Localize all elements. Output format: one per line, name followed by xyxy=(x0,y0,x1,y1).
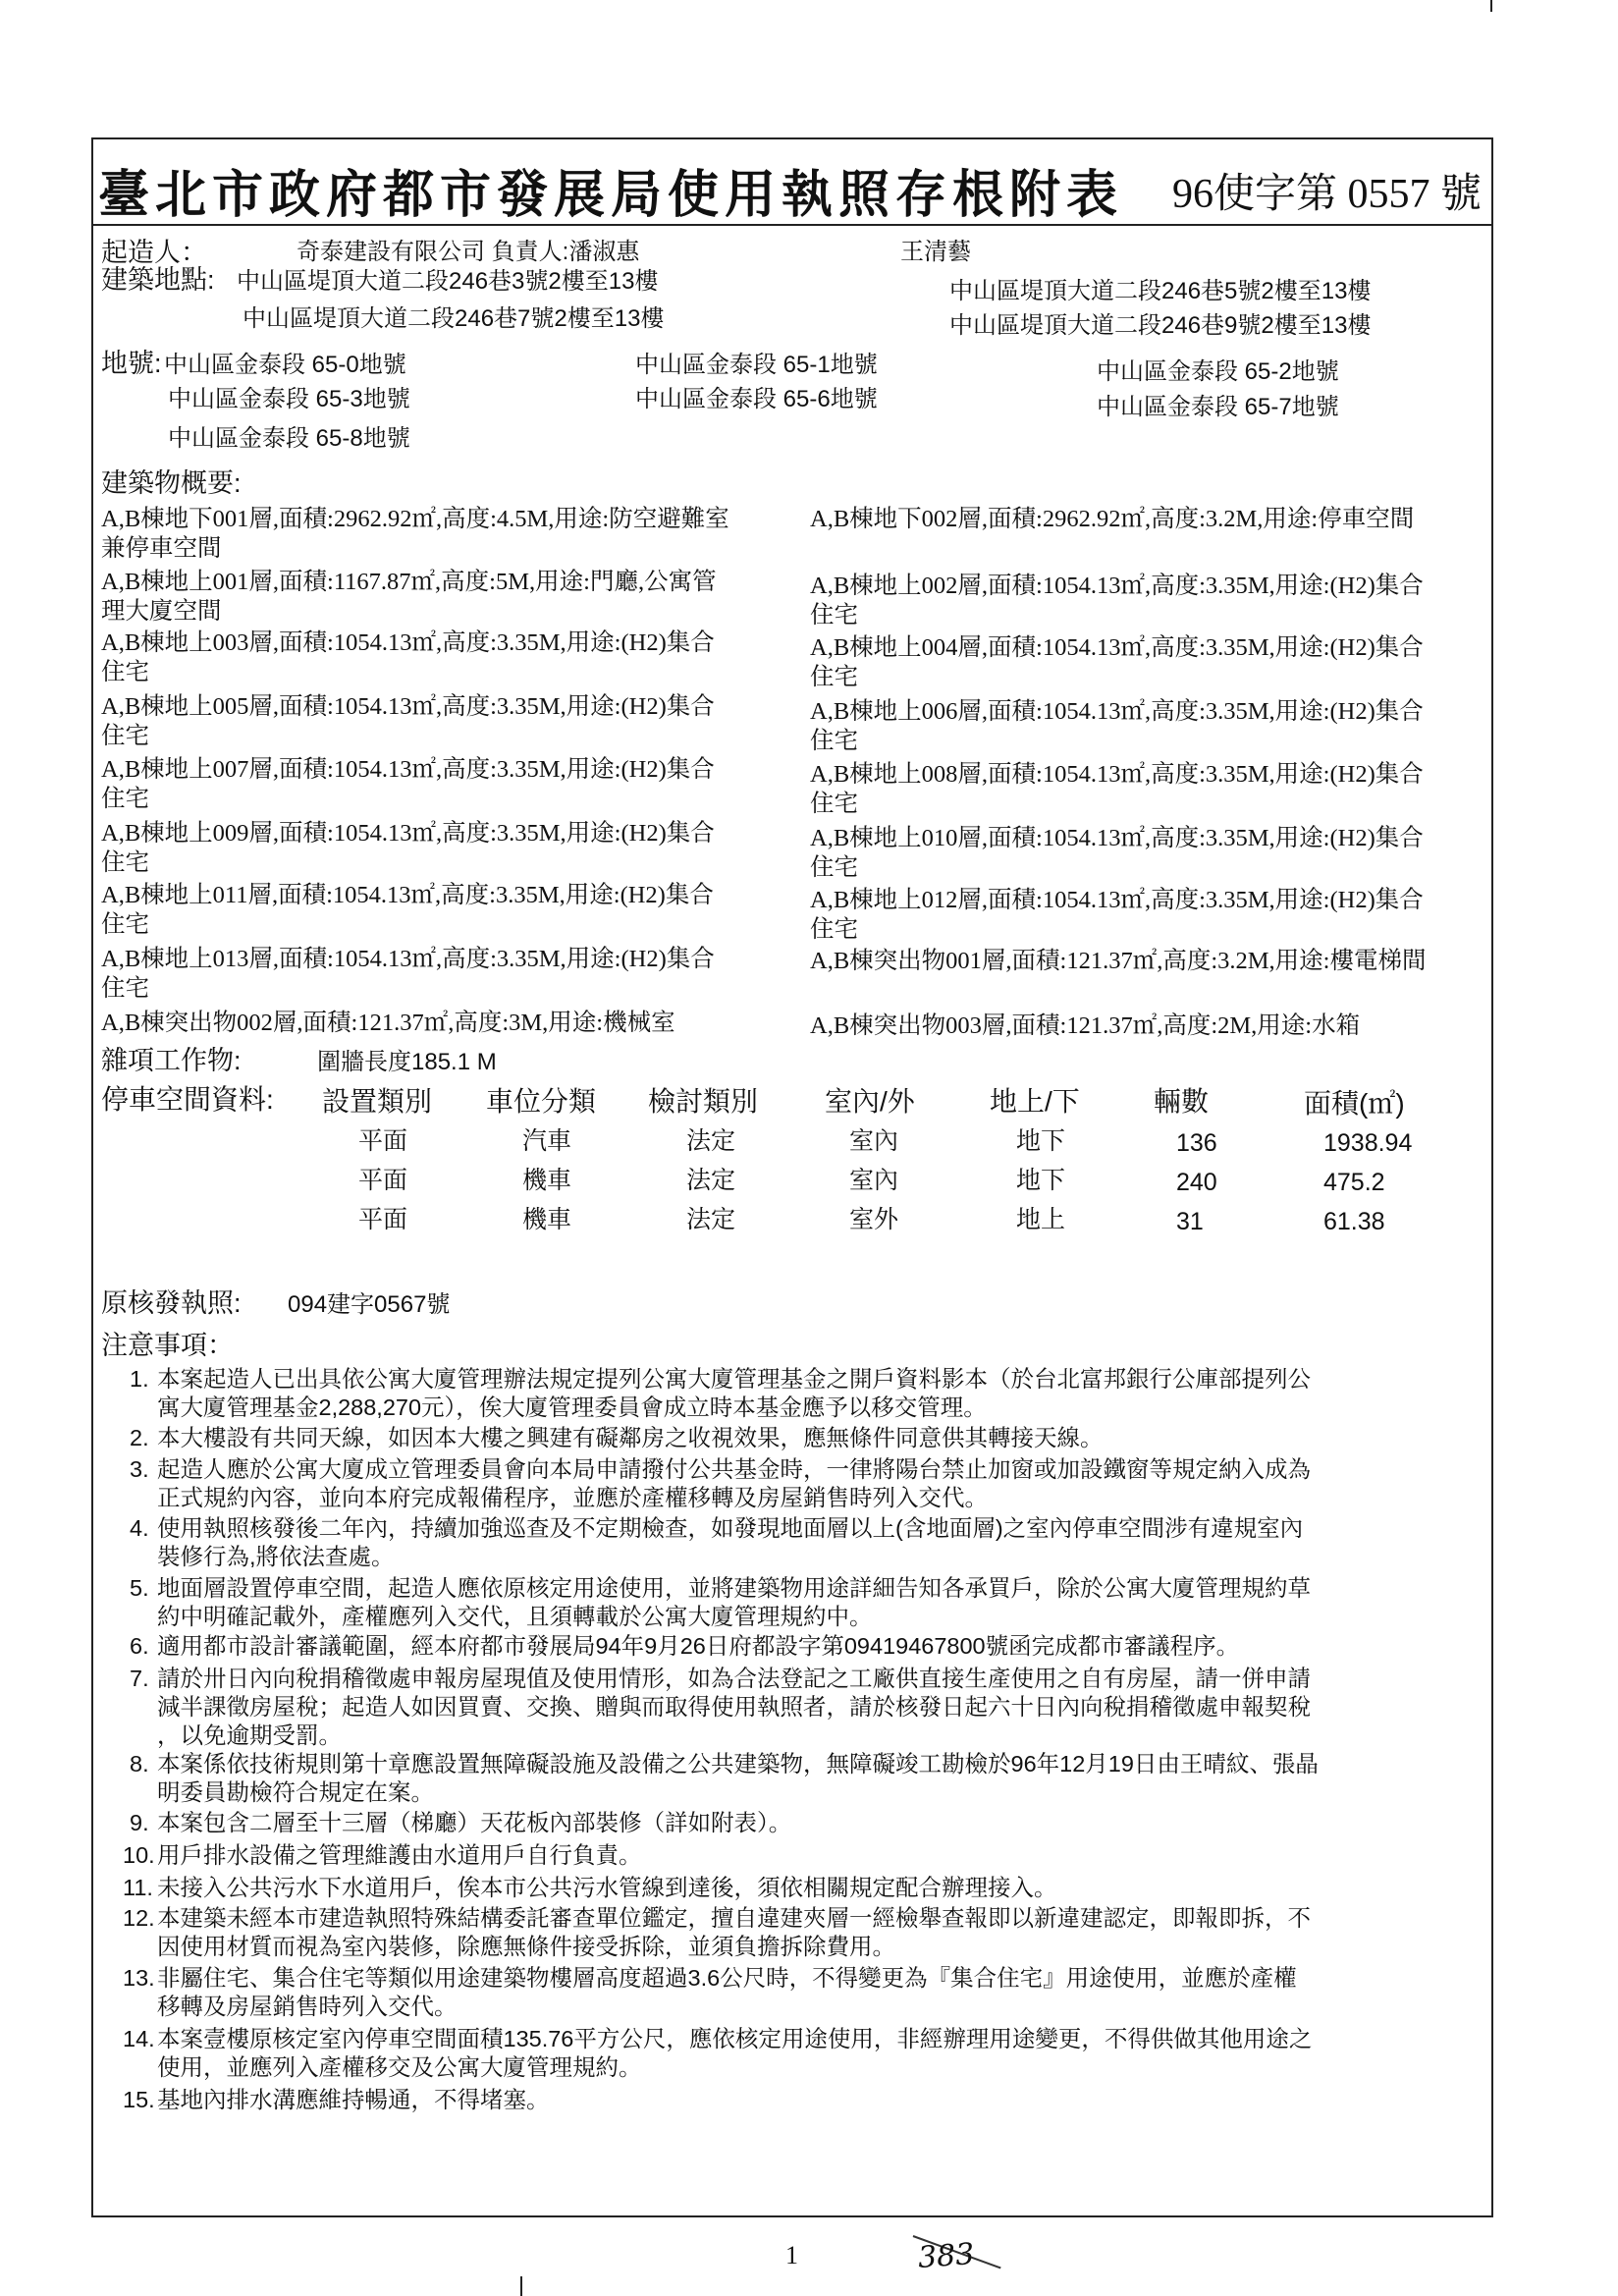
parking-cell: 地上 xyxy=(1016,1206,1066,1233)
note-item: 5. 地面層設置停車空間，起造人應依原核定用途使用，並將建築物用途詳細告知各承買戶，除於公寓大廈管理規約草 約中明確記載外，產權應列入交代，且須轉載於公寓大廈管理規約中。 xyxy=(130,1575,1311,1629)
floor-entry: A,B棟地上010層,面積:1054.13㎡,高度:3.35M,用途:(H2)集合 住宅 xyxy=(810,825,1424,881)
document-title: 臺北市政府都市發展局使用執照存根附表 xyxy=(98,165,1124,225)
site-address: 中山區堤頂大道二段246巷5號2樓至13樓 xyxy=(949,278,1372,304)
parking-cell: 室內 xyxy=(849,1127,899,1155)
parking-cell: 136 xyxy=(1176,1129,1217,1157)
parking-cell: 240 xyxy=(1176,1169,1217,1196)
parking-header: 輛數 xyxy=(1154,1086,1210,1117)
parking-cell: 31 xyxy=(1176,1208,1204,1235)
applicant-value-2: 王清藝 xyxy=(900,239,971,265)
parking-header: 室內/外 xyxy=(825,1086,915,1117)
note-item: 10.用戶排水設備之管理維護由水道用戶自行負責。 xyxy=(123,1842,642,1868)
parking-cell: 61.38 xyxy=(1323,1208,1385,1235)
parking-label: 停車空間資料: xyxy=(101,1084,274,1115)
lot-number: 中山區金泰段 65-2地號 xyxy=(1097,358,1339,385)
site-address: 中山區堤頂大道二段246巷7號2樓至13樓 xyxy=(243,305,665,332)
page-stamp: 383 xyxy=(916,2237,976,2275)
note-item: 6. 適用都市設計審議範圍，經本府都市發展局94年9月26日府都設字第09419467800號函完成都市審議程序。 xyxy=(130,1633,1240,1659)
note-item: 14.本案壹樓原核定室內停車空間面積135.76平方公尺，應依核定用途使用，非經辦理用途變更，不得供做其他用途之 使用，並應列入產權移交及公寓大廈管理規約。 xyxy=(123,2026,1313,2080)
applicant-label: 起造人： xyxy=(101,238,207,267)
parking-cell: 機車 xyxy=(522,1206,572,1233)
site-address: 中山區堤頂大道二段246巷3號2樓至13樓 xyxy=(237,268,659,295)
parking-cell: 法定 xyxy=(686,1206,736,1233)
parking-header: 地上/下 xyxy=(990,1086,1080,1117)
crop-mark-bottom xyxy=(520,2276,522,2296)
lot-number: 中山區金泰段 65-1地號 xyxy=(635,352,878,378)
lot-label: 地號: xyxy=(101,349,162,378)
notes-label: 注意事項： xyxy=(101,1331,234,1360)
site-label: 建築地點: xyxy=(101,265,215,295)
note-item: 2. 本大樓設有共同天線，如因本大樓之興建有礙鄰房之收視效果，應無條件同意供其轉接天線。 xyxy=(130,1425,1104,1450)
crop-mark-top xyxy=(1490,0,1492,12)
floor-entry: A,B棟地上004層,面積:1054.13㎡,高度:3.35M,用途:(H2)集合 住宅 xyxy=(810,634,1424,690)
floor-entry: A,B棟地上002層,面積:1054.13㎡,高度:3.35M,用途:(H2)集合 住宅 xyxy=(810,573,1424,629)
note-item: 3. 起造人應於公寓大廈成立管理委員會向本局申請撥付公共基金時，一律將陽台禁止加窗或加設鐵窗等規定納入成為 正式規約內容，並向本府完成報備程序，並應於產權移轉及房屋銷售時列入交代。 xyxy=(130,1456,1311,1510)
parking-cell: 地下 xyxy=(1016,1127,1066,1155)
parking-cell: 475.2 xyxy=(1323,1169,1385,1196)
floor-entry: A,B棟地上005層,面積:1054.13㎡,高度:3.35M,用途:(H2)集合 住宅 xyxy=(101,693,715,749)
lot-number: 中山區金泰段 65-8地號 xyxy=(168,425,410,452)
parking-cell: 地下 xyxy=(1016,1167,1066,1194)
floor-entry: A,B棟地上007層,面積:1054.13㎡,高度:3.35M,用途:(H2)集合 住宅 xyxy=(101,756,715,812)
floor-entry: A,B棟突出物001層,面積:121.37㎡,高度:3.2M,用途:樓電梯間 xyxy=(810,948,1427,974)
original-license-label: 原核發執照: xyxy=(101,1288,242,1318)
floor-entry: A,B棟地上003層,面積:1054.13㎡,高度:3.35M,用途:(H2)集合 住宅 xyxy=(101,629,715,685)
lot-number: 中山區金泰段 65-3地號 xyxy=(168,386,410,412)
floor-entry: A,B棟地上001層,面積:1167.87㎡,高度:5M,用途:門廳,公寓管 理大廈空間 xyxy=(101,569,717,625)
parking-cell: 平面 xyxy=(358,1127,408,1155)
parking-header: 面積(㎡) xyxy=(1304,1088,1405,1119)
parking-cell: 平面 xyxy=(358,1206,408,1233)
note-item: 4. 使用執照核發後二年內，持續加強巡查及不定期檢查，如發現地面層以上(含地面層)之室內停車空間涉有違規室內 裝修行為,將依法查處。 xyxy=(130,1515,1304,1569)
floor-entry: A,B棟地下002層,面積:2962.92㎡,高度:3.2M,用途:停車空間 xyxy=(810,506,1415,532)
misc-value: 圍牆長度185.1 M xyxy=(317,1049,497,1075)
floor-entry: A,B棟地上008層,面積:1054.13㎡,高度:3.35M,用途:(H2)集合 住宅 xyxy=(810,761,1424,817)
floor-entry: A,B棟地上013層,面積:1054.13㎡,高度:3.35M,用途:(H2)集合 住宅 xyxy=(101,946,715,1002)
parking-header: 車位分類 xyxy=(486,1086,597,1117)
original-license-value: 094建字0567號 xyxy=(288,1291,451,1318)
lot-number: 中山區金泰段 65-0地號 xyxy=(164,352,406,378)
overview-label: 建築物概要: xyxy=(101,468,242,498)
parking-header: 設置類別 xyxy=(322,1086,433,1117)
note-item: 13.非屬住宅、集合住宅等類似用途建築物樓層高度超過3.6公尺時，不得變更為『集合住宅』用途使用，並應於產權 移轉及房屋銷售時列入交代。 xyxy=(123,1965,1297,2019)
floor-entry: A,B棟地上009層,面積:1054.13㎡,高度:3.35M,用途:(H2)集合 住宅 xyxy=(101,820,715,876)
document-number: 96使字第 0557 號 xyxy=(1171,172,1482,217)
parking-cell: 汽車 xyxy=(522,1127,572,1155)
parking-cell: 機車 xyxy=(522,1167,572,1194)
parking-cell: 法定 xyxy=(686,1167,736,1194)
lot-number: 中山區金泰段 65-6地號 xyxy=(635,386,878,412)
parking-cell: 法定 xyxy=(686,1127,736,1155)
floor-entry: A,B棟地上011層,面積:1054.13㎡,高度:3.35M,用途:(H2)集合 住宅 xyxy=(101,882,714,938)
note-item: 7. 請於卅日內向稅捐稽徵處申報房屋現值及使用情形，如為合法登記之工廠供直接生產使用之自有房屋，請一併申請 減半課徵房屋稅；起造人如因買賣、交換、贈與而取得使用執照者，請於核發日起六十日內向稅捐稽徵處申報契稅 ，以免逾期受罰。 xyxy=(130,1666,1311,1748)
note-item: 15.基地內排水溝應維持暢通，不得堵塞。 xyxy=(123,2087,550,2112)
parking-cell: 平面 xyxy=(358,1167,408,1194)
parking-header: 檢討類別 xyxy=(648,1086,759,1117)
note-item: 8. 本案係依技術規則第十章應設置無障礙設施及設備之公共建築物，無障礙竣工勘檢於96年12月19日由王晴紋、張晶 明委員勘檢符合規定在案。 xyxy=(130,1751,1319,1805)
page-number: 1 xyxy=(785,2241,798,2269)
floor-entry: A,B棟地下001層,面積:2962.92㎡,高度:4.5M,用途:防空避難室 兼停車空間 xyxy=(101,506,729,562)
parking-cell: 室外 xyxy=(849,1206,899,1233)
lot-number: 中山區金泰段 65-7地號 xyxy=(1097,394,1339,420)
floor-entry: A,B棟突出物002層,面積:121.37㎡,高度:3M,用途:機械室 xyxy=(101,1010,675,1036)
misc-label: 雜項工作物: xyxy=(101,1046,242,1075)
floor-entry: A,B棟突出物003層,面積:121.37㎡,高度:2M,用途:水箱 xyxy=(810,1012,1361,1039)
note-item: 12.本建築未經本市建造執照特殊結構委託審查單位鑑定，擅自違建夾層一經檢舉查報即以新違建認定，即報即拆，不 因使用材質而視為室內裝修，除應無條件接受拆除，並須負擔拆除費用。 xyxy=(123,1905,1311,1959)
parking-cell: 1938.94 xyxy=(1323,1129,1413,1157)
note-item: 9. 本案包含二層至十三層（梯廳）天花板內部裝修（詳如附表）。 xyxy=(130,1810,792,1835)
floor-entry: A,B棟地上006層,面積:1054.13㎡,高度:3.35M,用途:(H2)集合 住宅 xyxy=(810,698,1424,754)
document-frame xyxy=(91,137,1493,2217)
note-item: 11. 未接入公共污水下水道用戶，俟本市公共污水管線到達後，須依相關規定配合辦理接入。 xyxy=(123,1875,1057,1900)
parking-cell: 室內 xyxy=(849,1167,899,1194)
applicant-value: 奇泰建設有限公司 負責人:潘淑惠 xyxy=(297,239,640,265)
floor-entry: A,B棟地上012層,面積:1054.13㎡,高度:3.35M,用途:(H2)集合 住宅 xyxy=(810,887,1424,943)
site-address: 中山區堤頂大道二段246巷9號2樓至13樓 xyxy=(949,312,1372,339)
title-row xyxy=(93,139,1491,226)
note-item: 1. 本案起造人已出具依公寓大廈管理辦法規定提列公寓大廈管理基金之開戶資料影本（於台北富邦銀行公庫部提列公 寓大廈管理基金2,288,270元），俟大廈管理委員會成立時本基金應予以移交管理。 xyxy=(130,1366,1311,1420)
